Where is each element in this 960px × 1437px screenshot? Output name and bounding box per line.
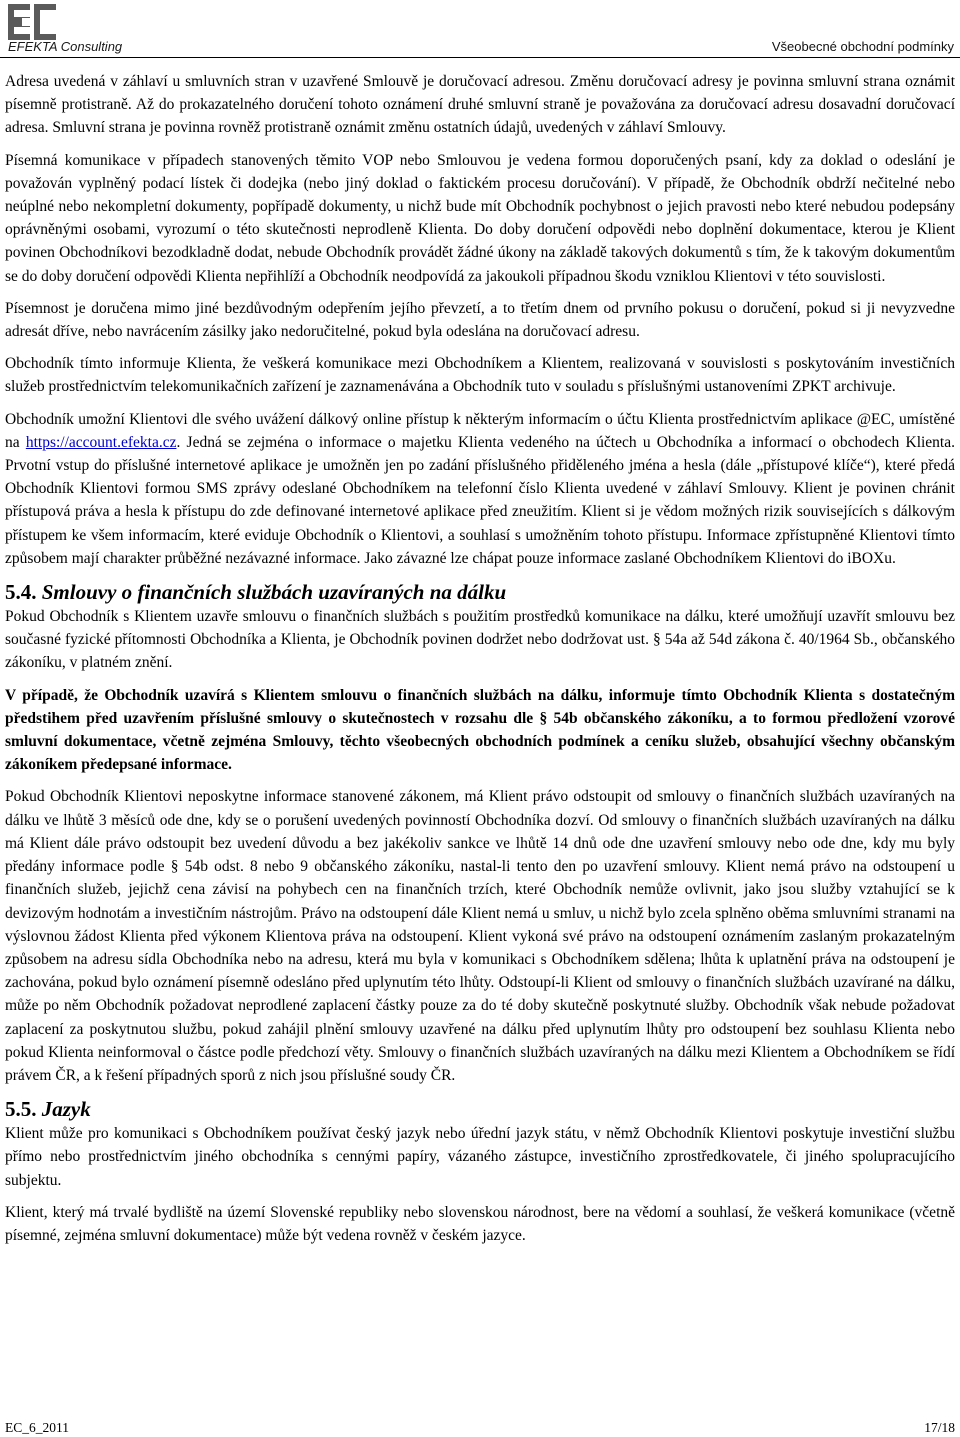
paragraph: Klient může pro komunikaci s Obchodníkem používat český jazyk nebo úřední jazyk státu, v němž Obchodník Klientovi poskytuje investiční službu přímo nebo prostřednictvím jiného obchodníka s cennými papíry, vázaného zástupce, investičního zprostředkovatele, či jiného spolupracujícího subjektu. xyxy=(5,1125,955,1189)
paragraph: Obchodník tímto informuje Klienta, že veškerá komunikace mezi Obchodníkem a Klientem, realizovaná v souvislosti s poskytováním investičních služeb prostřednictvím telekomunikačních zařízení je zaznamenávána a Obchodník tuto v souladu s příslušnými ustanoveními ZPKT archivuje. xyxy=(5,355,955,396)
section-heading-5-4 xyxy=(5,579,955,605)
page-header xyxy=(0,0,960,58)
footer-page-number: 17/18 xyxy=(924,1420,955,1435)
footer-doc-code: EC_6_2011 xyxy=(5,1420,69,1435)
document-title: Všeobecné obchodní podmínky xyxy=(771,39,954,54)
paragraph: Písemná komunikace v případech stanovených těmito VOP nebo Smlouvou je vedena formou doporučených psaní, kdy za doklad o odeslání je považován vyplněný podací lístek či dodejka (nebo jiný doklad o faktickém procesu doručování). V případě, že Obchodník obdrží nečitelné nebo neúplné nebo nekompletní dokumenty, popřípadě dokumenty, u nichž bude mít Obchodník pochybnost o jejich pravosti nebo které nebudou podepsány oprávněnými osobami, vyrozumí o této skutečnosti neprodleně Klienta. Do doby doručení odpovědi nebo doplnění dokumentace, kterou je Klient povinen Obchodníkovi bezodkladně dodat, nebude Obchodník provádět žádné úkony na základě takových dokumentů s tím, že k takovým dokumentům se do doby doručení odpovědi Klienta nepřihlíží a Obchodník neodpovídá za jakoukoli případnou škodu vzniklou Klientovi v této souvislosti. xyxy=(5,151,955,285)
text-span: . Jedná se zejména o informace o majetku Klienta vedeného na účtech u Obchodníka a informací o obchodech Klienta. Prvotní vstup do příslušné internetové aplikace je umožněn jen po zadání příslušného přiděleného jména a hesla (dále „přístupové klíče“), které předá Obchodník Klientovi formou SMS zprávy odeslané Obchodníkem na telefonní číslo Klienta uvedené v záhlaví Smlouvy. Klient je povinen chránit přístupová práva a hesla k přístupu do zde definované internetové aplikace před zneužitím. Klient si je vědom možných rizik souvisejících s dálkovým přístupem ke všem informacím, které eviduje Obchodník o Klientovi, a souhlasí s umožněním tohoto přístupu. Informace zpřístupněné Klientovi tímto způsobem mají charakter průběžné nezávazné informace. Jako závazné lze chápat pouze informace zaslané Obchodníkem Klientovi do iBOXu. xyxy=(5,433,955,567)
paragraph: Klient, který má trvalé bydliště na území Slovenské republiky nebo slovenskou národnost, bere na vědomí a souhlasí, že veškerá komunikace (včetně písemné, zejména smluvní dokumentace) může být vedena rovněž v českém jazyce. xyxy=(5,1203,955,1244)
text-span: Obchodník umožní Klientovi dle svého uvážení dálkový online přístup k některým informacím o účtu Klienta prostřednictvím aplikace @EC, umístěné na xyxy=(5,410,955,451)
paragraph: Pokud Obchodník s Klientem uzavře smlouvu o finančních službách s použitím prostředků komunikace na dálku, které umožňují uzavřít smlouvu bez současné fyzické přítomnosti Obchodníka a Klienta, je Obchodník povinen dodržet nebo dodržovat ust. § 54a až 54d zákona č. 40/1964 Sb., občanského zákoníku, v platném znění. xyxy=(5,608,955,672)
company-name: EFEKTA Consulting xyxy=(8,39,123,54)
section-number: 5.4. xyxy=(5,580,37,605)
paragraph: Pokud Obchodník Klientovi neposkytne informace stanovené zákonem, má Klient právo odstoupit od smlouvy o finančních službách uzavíraných na dálku ve lhůtě 3 měsíců ode dne, kdy se o porušení uvedených povinností Obchodníka dozví. Od smlouvy o finančních službách uzavíraných na dálku má Klient dále právo odstoupit bez uvedení důvodu a bez jakékoliv sankce ve lhůtě 14 dnů ode dne uzavření smlouvy nebo ode dne, kdy mu byly předány informace podle § 54b odst. 8 nebo 9 občanského zákoníku, nastal-li tento den po uzavření smlouvy. Klient nemá právo na odstoupení u finančních služeb, jejichž cena závisí na pohybech cen na finančních trzích, které Obchodník nemůže ovlivnit, jako jsou služby vztahující se k devizovým hodnotám a investičním nástrojům. Právo na odstoupení dále Klient nemá u smluv, u nichž bylo zcela splněno oběma smluvními stranami na výslovnou žádost Klienta před výkonem Klientova práva na odstoupení. Klient vykoná své právo na odstoupení oznámením zaslaným prokazatelným způsobem na adresu sídla Obchodníka nebo na adresu, která mu byla v komunikaci s Obchodníkem sdělena; lhůta k uplatnění práva na odstoupení je zachována, pokud bylo oznámení písemně odesláno před uplynutím této lhůty. Odstoupí-li Klient od smlouvy o finančních službách uzavírané na dálku, může po něm Obchodník požadovat neprodlené zaplacení částky pouze za do té doby skutečně poskytnuté služby. Obchodník však nebude požadovat zaplacení za poskytnutou službu, pokud zahájil plnění smlouvy uzavřené na dálku před uplynutím lhůty pro odstoupení bez souhlasu Klienta nebo pokud Klienta neinformoval o částce podle předchozí věty. Smlouvy o finančních službách uzavíraných na dálku mezi Klientem a Obchodníkem se řídí právem ČR, a k řešení případných sporů z nich jsou příslušné soudy ČR. xyxy=(5,788,955,1084)
section-number: 5.5. xyxy=(5,1097,37,1122)
section-heading-5-5 xyxy=(5,1096,955,1122)
paragraph: Písemnost je doručena mimo jiné bezdůvodným odepřením jejího převzetí, a to třetím dnem od prvního pokusu o doručení, pokud si ji nevyzvedne adresát dříve, nebo navrácením zásilky jako nedoručitelné, pokud byla odeslána na doručovací adresu. xyxy=(5,299,955,341)
header-divider xyxy=(0,57,960,58)
paragraph-bold: V případě, že Obchodník uzavírá s Klientem smlouvu o finančních službách na dálku, informuje tímto Obchodník Klienta s dostatečným předstihem před uzavřením příslušné smlouvy o skutečnostech v rozsahu dle § 54b občanského zákoníku, a to formou předložení vzorové smluvní dokumentace, včetně zejména Smlouvy, těchto všeobecných obchodních podmínek a ceníku služeb, obsahující všechny občanským zákoníkem předepsané informace. xyxy=(5,686,955,774)
paragraph: Adresa uvedená v záhlaví u smluvních stran v uzavřené Smlouvě je doručovací adresou. Změnu doručovací adresy je povinna smluvní strana oznámit písemně protistraně. Až do prokazatelného doručení tohoto oznámení druhé smluvní straně je považována za doručovací adresu dosavadní doručovací adresa. Smluvní strana je povinna rovněž protistraně oznámit změnu ostatních údajů, uvedených v záhlaví Smlouvy. xyxy=(5,73,955,137)
efekta-logo-icon xyxy=(8,4,56,40)
paragraph-online-access xyxy=(5,408,955,570)
document-body xyxy=(5,70,955,1256)
section-title: Jazyk xyxy=(41,1097,91,1122)
account-link[interactable]: https://account.efekta.cz xyxy=(25,433,177,451)
section-title: Smlouvy o finančních službách uzavíraných na dálku xyxy=(41,580,507,605)
